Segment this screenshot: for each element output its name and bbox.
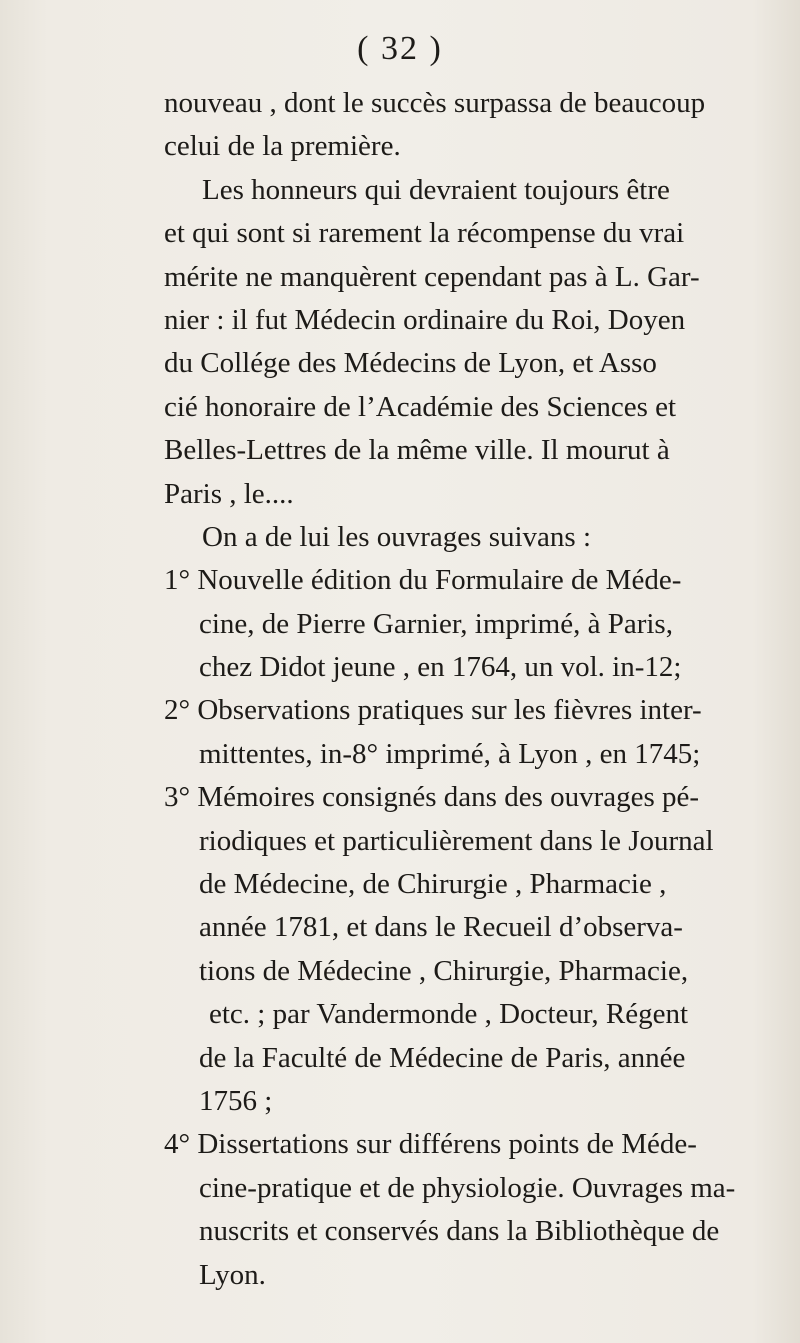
- list-item-continuation: tions de Médecine , Chirurgie, Pharmacie,: [199, 954, 689, 987]
- list-item-continuation: mittentes, in-8° imprimé, à Lyon , en 1745;: [199, 737, 701, 770]
- page-number: ( 32 ): [357, 30, 443, 67]
- list-item-continuation: année 1781, et dans le Recueil d’observa-: [199, 911, 683, 944]
- list-item-line: 1° Nouvelle édition du Formulaire de Méde-: [164, 564, 682, 597]
- text-line: Paris , le....: [164, 477, 294, 510]
- list-item-continuation: de la Faculté de Médecine de Paris, année: [199, 1041, 686, 1074]
- list-item-line: 2° Observations pratiques sur les fièvres inter-: [164, 694, 702, 727]
- list-item-continuation: cine, de Pierre Garnier, imprimé, à Paris,: [199, 607, 673, 640]
- list-item-continuation: riodiques et particulièrement dans le Journal: [199, 824, 714, 857]
- text-line: nouveau , dont le succès surpassa de beaucoup: [164, 87, 706, 119]
- list-item-continuation: nuscrits et conservés dans la Bibliothèque de: [199, 1215, 720, 1248]
- text-line: cié honoraire de l’Académie des Sciences et: [164, 390, 677, 423]
- list-item-continuation: de Médecine, de Chirurgie , Pharmacie ,: [199, 868, 667, 901]
- text-line: Belles-Lettres de la même ville. Il mourut à: [164, 434, 670, 467]
- list-item-line: 3° Mémoires consignés dans des ouvrages pé-: [164, 781, 700, 814]
- list-item-line: 4° Dissertations sur différens points de Méde-: [164, 1128, 697, 1161]
- list-item-continuation: Lyon.: [199, 1258, 266, 1291]
- body-text: [164, 82, 736, 1297]
- list-item-continuation: chez Didot jeune , en 1764, un vol. in-12;: [199, 651, 682, 684]
- text-line: du Collége des Médecins de Lyon, et Asso: [164, 347, 657, 380]
- text-line: nier : il fut Médecin ordinaire du Roi, Doyen: [164, 303, 686, 336]
- list-item-continuation: etc. ; par Vandermonde , Docteur, Régent: [209, 998, 689, 1031]
- paragraph-start-line: On a de lui les ouvrages suivans :: [202, 520, 592, 553]
- list-item-continuation: cine-pratique et de physiologie. Ouvrages ma-: [199, 1171, 736, 1204]
- paragraph-start-line: Les honneurs qui devraient toujours être: [202, 173, 670, 206]
- list-item-continuation: 1756 ;: [199, 1084, 273, 1117]
- text-line: et qui sont si rarement la récompense du vrai: [164, 217, 685, 250]
- text-line: celui de la première.: [164, 130, 401, 163]
- text-line: mérite ne manquèrent cependant pas à L. Gar-: [164, 260, 700, 293]
